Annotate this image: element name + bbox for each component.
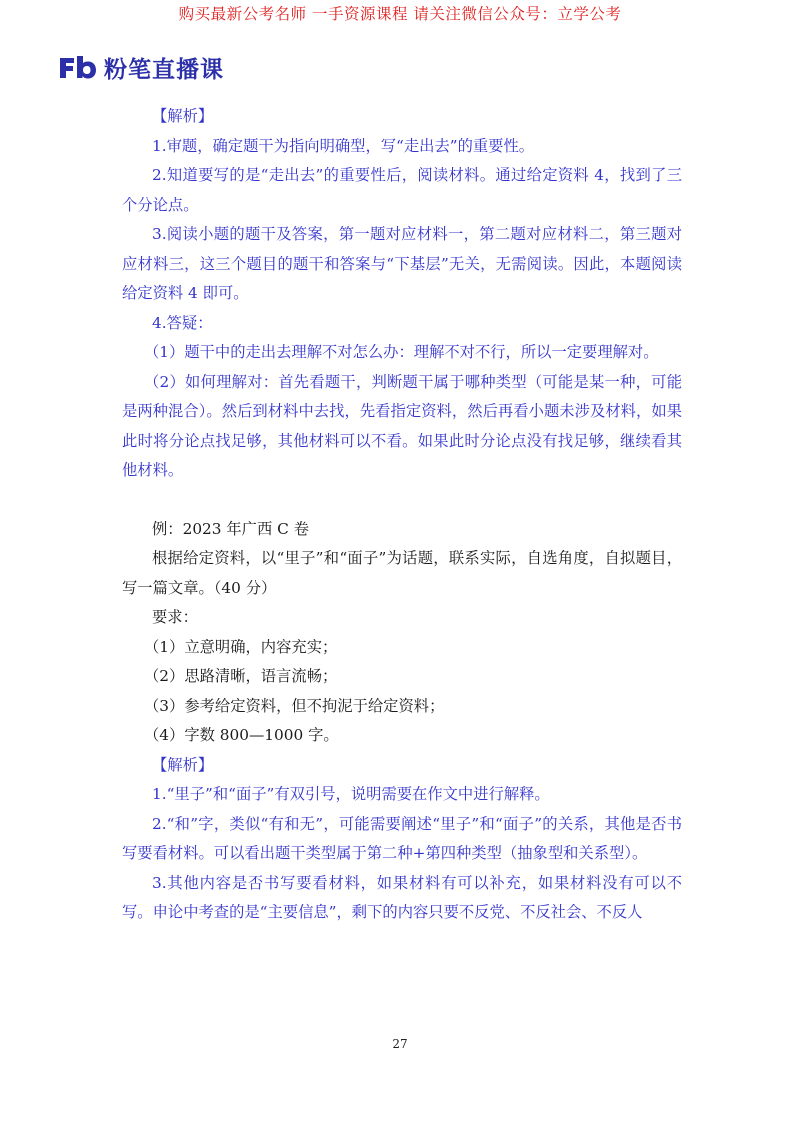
analysis-1-qa-1: （1）题干中的走出去理解不对怎么办：理解不对不行，所以一定要理解对。 bbox=[144, 343, 659, 361]
analysis-1-point-3: 3.阅读小题的题干及答案，第一题对应材料一，第二题对应材料二，第三题对应材料三，这三个题目的题干和答案与“下基层”无关，无需阅读。因此，本题阅读给定资料 4 即可。 bbox=[122, 225, 682, 302]
analysis-1-point-2: 2.知道要写的是“走出去”的重要性后，阅读材料。通过给定资料 4，找到了三个分论点。 bbox=[122, 166, 682, 214]
fenbi-logo-icon bbox=[58, 53, 98, 81]
analysis-1-point-4: 4.答疑： bbox=[152, 313, 213, 332]
analysis-1-point-1: 1.审题，确定题干为指向明确型，写“走出去”的重要性。 bbox=[152, 136, 535, 155]
requirement-2: （2）思路清晰，语言流畅； bbox=[144, 667, 338, 685]
example-title: 例：2023 年广西 C 卷 bbox=[152, 519, 310, 538]
document-body bbox=[122, 102, 682, 928]
analysis-heading-2: 【解析】 bbox=[152, 755, 214, 774]
example-question: 根据给定资料，以“里子”和“面子”为话题，联系实际，自选角度，自拟题目，写一篇文章。（40 分） bbox=[122, 549, 682, 597]
page-number: 27 bbox=[392, 1037, 408, 1051]
header-banner: 购买最新公考名师 一手资源课程 请关注微信公众号：立学公考 bbox=[178, 5, 622, 23]
requirement-4: （4）字数 800—1000 字。 bbox=[144, 726, 339, 744]
logo-text: 粉笔直播课 bbox=[104, 56, 224, 83]
logo bbox=[58, 51, 224, 83]
requirement-3: （3）参考给定资料，但不拘泥于给定资料； bbox=[144, 696, 445, 715]
analysis-heading-1: 【解析】 bbox=[152, 107, 214, 125]
analysis-2-point-2: 2.“和”字，类似“有和无”，可能需要阐述“里子”和“面子”的关系，其他是否书写要看材料。可以看出题干类型属于第二种+第四种类型（抽象型和关系型）。 bbox=[122, 814, 682, 862]
requirement-1: （1）立意明确，内容充实； bbox=[144, 637, 338, 656]
analysis-2-point-1: 1.“里子”和“面子”有双引号，说明需要在作文中进行解释。 bbox=[152, 785, 550, 803]
analysis-1-qa-2: （2）如何理解对：首先看题干，判断题干属于哪种类型（可能是某一种，可能是两种混合）。然后到材料中去找，先看指定资料，然后再看小题未涉及材料，如果此时将分论点找足够，其他材料可以不看。如果此时分论点没有找足够，继续看其他材料。 bbox=[122, 372, 682, 479]
requirements-label: 要求： bbox=[152, 608, 198, 626]
analysis-2-point-3: 3.其他内容是否书写要看材料，如果材料有可以补充，如果材料没有可以不写。申论中考查的是“主要信息”，剩下的内容只要不反党、不反社会、不反人 bbox=[122, 873, 682, 921]
